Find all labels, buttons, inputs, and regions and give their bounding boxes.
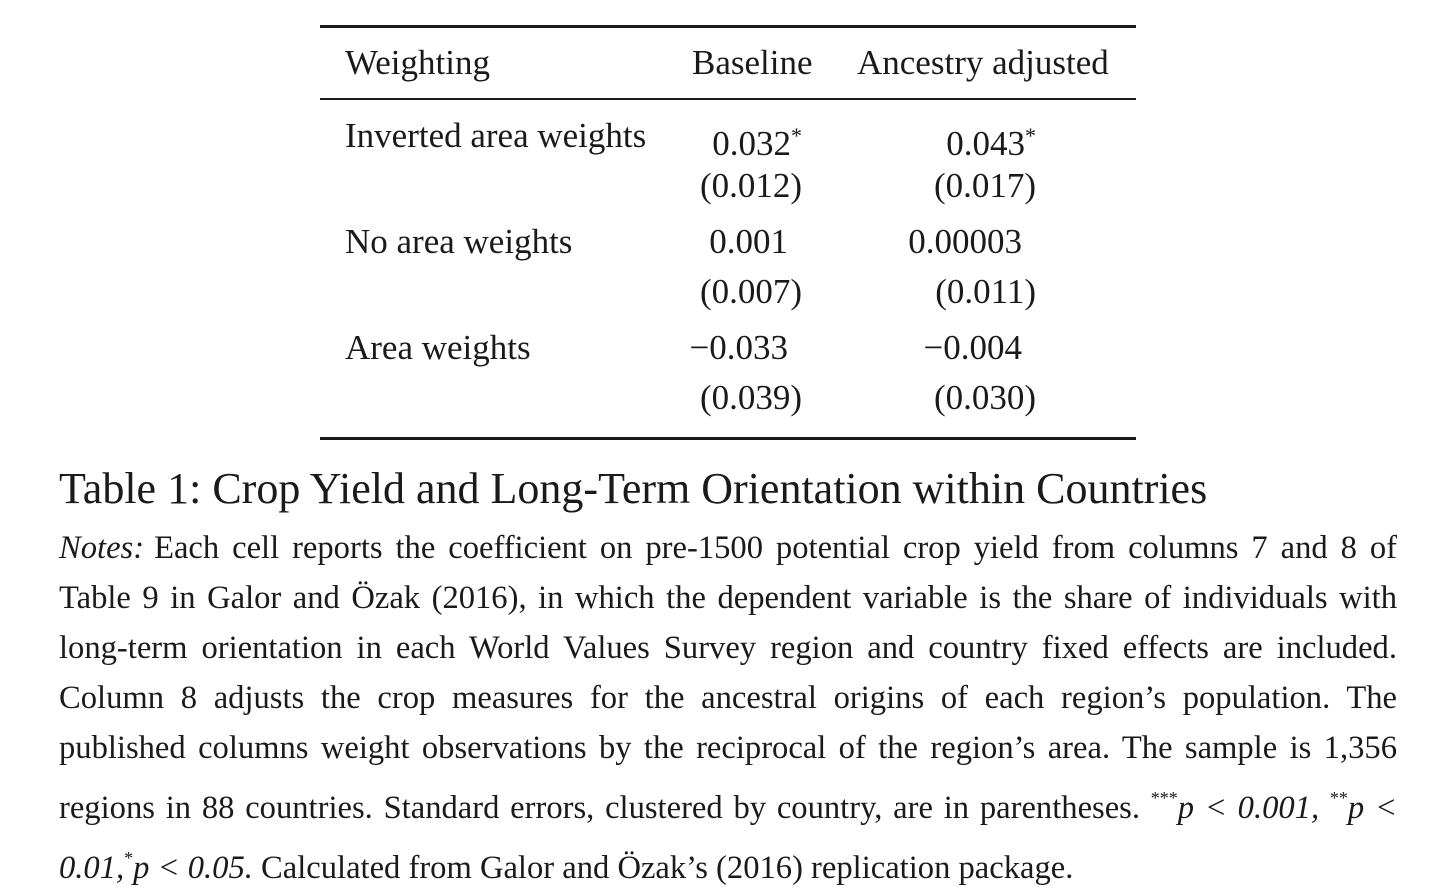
sig-text-001: p < 0.001, — [1177, 790, 1320, 826]
coef-value: 0.00003 — [908, 222, 1022, 261]
table-bottom-rule — [320, 437, 1136, 440]
significance-star: * — [791, 123, 802, 148]
baseline-se-no-weights: (0.007) — [699, 272, 802, 311]
coef-value: 0.001 — [709, 222, 788, 261]
baseline-se-area-weights: (0.039) — [699, 378, 802, 417]
coef-value: 0.032 — [712, 124, 791, 163]
baseline-coef-inverted — [712, 116, 802, 164]
header-baseline: Baseline — [692, 43, 813, 82]
ancestry-coef-inverted — [946, 116, 1036, 164]
row-label-inverted-area-weights: Inverted area weights — [345, 116, 647, 155]
baseline-se-inverted: (0.012) — [699, 166, 802, 205]
sig-text-05: p < 0.05. — [133, 850, 253, 886]
sig-stars-05: * — [124, 848, 134, 868]
ancestry-coef-area-weights — [924, 328, 1037, 368]
coef-value: −0.033 — [689, 328, 788, 367]
coef-value: −0.004 — [923, 328, 1022, 367]
ancestry-se-inverted: (0.017) — [933, 166, 1036, 205]
sig-stars-01: ** — [1329, 788, 1348, 808]
sig-stars-001: *** — [1150, 788, 1178, 808]
header-ancestry-adjusted: Ancestry adjusted — [857, 43, 1109, 82]
ancestry-coef-no-weights — [908, 222, 1036, 262]
header-weighting: Weighting — [345, 43, 490, 82]
table-caption-title: Table 1: Crop Yield and Long-Term Orientation within Countries — [59, 464, 1208, 513]
notes-body: Each cell reports the coefficient on pre-1500 potential crop yield from columns 7 and 8 of Table 9 in Galor and Özak (2016), in which the dependent variable is the share of individuals with long-term orientation in each World Values Survey region and country fixed effects are included. Column 8 adjusts the crop measures for the ancestral origins of each region’s population. The published columns weight observations by the reciprocal of the region’s area. The sample is 1,356 regions in 88 countries. Standard errors, clustered by country, are in parentheses. — [59, 530, 1397, 826]
row-label-area-weights: Area weights — [345, 328, 531, 367]
ancestry-se-no-weights: (0.011) — [935, 272, 1036, 311]
notes-source: Calculated from Galor and Özak’s (2016) replication package. — [261, 850, 1074, 886]
significance-star: * — [1025, 123, 1036, 148]
table-notes — [59, 523, 1397, 893]
notes-label: Notes: — [59, 530, 145, 566]
ancestry-se-area-weights: (0.030) — [933, 378, 1036, 417]
baseline-coef-area-weights — [690, 328, 803, 368]
coef-value: 0.043 — [946, 124, 1025, 163]
baseline-coef-no-weights — [709, 222, 802, 262]
table-header-rule — [320, 98, 1136, 100]
table-top-rule — [320, 25, 1136, 28]
sig-text-01: p < 0.01, — [59, 790, 1397, 886]
row-label-no-area-weights: No area weights — [345, 222, 573, 261]
